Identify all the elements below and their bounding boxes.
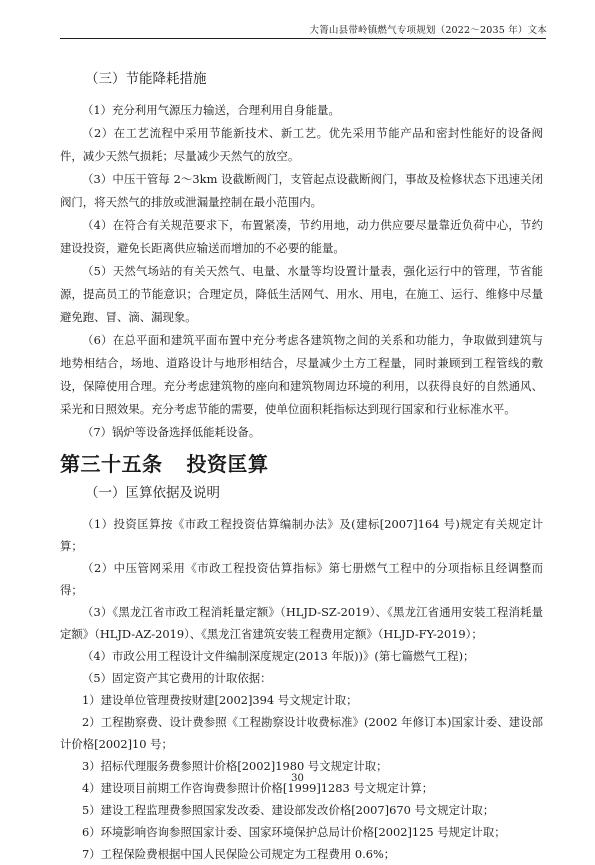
page-number: 30 (291, 773, 304, 784)
paragraph-energy-6: （6）在总平面和建筑平面布置中充分考虑各建筑物之间的关系和功能力，争取做到建筑与地势相结合，场地、道路设计与地形相结合，尽量减少土方工程量，同时兼顾到工程管线的敷设，保障使用合理。充分考虑建筑物的座向和建筑物周边环境的利用，以获得良好的自然通风、采光和日照效果。充分考虑节能的需要，使单位面积耗指标达到现行国家和行业标准水平。 (60, 333, 543, 416)
paragraph-basis-4: （4）市政公用工程设计文件编制深度规定(2013 年版))》(第七篇燃气工程)； (82, 649, 475, 663)
paragraph-energy-7: （7）锅炉等设备选择低能耗设备。 (82, 425, 261, 439)
article-title: 投资匡算 (186, 452, 269, 476)
article-heading (60, 450, 543, 478)
paragraph-energy-4: （4）在符合有关规范要求下，布置紧凑，节约用地，动力供应要尽量靠近负荷中心，节约建设投资，避免长距离供应输送而增加的不必要的能量。 (60, 218, 543, 255)
list-item-fee-5: 5）建设工程监理费参照国家发改委、建设部发改价格[2007]670 号文规定计取； (82, 803, 495, 817)
paragraph-energy-5: （5）天然气场站的有关天然气、电量、水量等均设置计量表，强化运行中的管理，节省能源，提高员工的节能意识；合理定员，降低生活网气、用水、用电，在施工、运行、维修中尽量避免跑、冒、滴、漏现象。 (60, 264, 543, 324)
list-item-fee-7: 7）工程保险费根据中国人民保险公司规定为工程费用 0.6%； (82, 847, 396, 861)
paragraph-basis-5: （5）固定资产其它费用的计取依据： (82, 671, 272, 685)
list-item-fee-1: 1）建设单位管理费按财建[2002]394 号文规定计取； (82, 693, 358, 707)
paragraph-energy-1: （1）充分利用气源压力输送，合理利用自身能量。 (82, 103, 340, 117)
paragraph-energy-2: （2）在工艺流程中采用节能新技术、新工艺。优先采用节能产品和密封性能好的设备阀件，减少天然气损耗；尽量减少天然气的放空。 (60, 126, 543, 163)
paragraph-basis-1: （1）投资匡算按《市政工程投资估算编制办法》及(建标[2007]164 号)规定有关规定计算； (60, 517, 543, 553)
paragraph-basis-2: （2）中压管网采用《市政工程投资估算指标》第七册燃气工程中的分项指标且经调整而得； (60, 561, 543, 597)
article-number: 第三十五条 (60, 452, 163, 476)
list-item-fee-4: 4）建设项目前期工作咨询费参照计价格[1999]1283 号文规定计算； (82, 781, 434, 795)
list-item-fee-3: 3）招标代理服务费参照计价格[2002]1980 号文规定计取； (82, 759, 388, 773)
header-rule (60, 38, 546, 39)
section-heading-energy-saving: （三）节能降耗措施 (85, 71, 207, 87)
section-heading-basis: （一）匡算依据及说明 (85, 485, 220, 501)
running-header: 大箐山县带岭镇燃气专项规划（2022～2035 年）文本 (309, 25, 547, 36)
paragraph-basis-3: （3）《黑龙江省市政工程消耗量定额》（HLJD-SZ-2019）、《黑龙江省通用安装工程消耗量定额》（HLJD-AZ-2019）、《黑龙江省建筑安装工程费用定额》（HLJD-FY-2019）； (60, 605, 543, 641)
list-item-fee-6: 6）环境影响咨询参照国家计委、国家环境保护总局计价格[2002]125 号规定计取； (82, 825, 506, 839)
list-item-fee-2: 2）工程勘察费、设计费参照《工程勘察设计收费标准》(2002 年修订本)国家计委、建设部计价格[2002]10 号； (60, 715, 543, 751)
page-body (60, 68, 543, 865)
paragraph-energy-3: （3）中压干管每 2～3km 设截断阀门，支管起点设截断阀门，事故及检修状态下迅速关闭阀门，将天然气的排放或泄漏量控制在最小范围内。 (60, 172, 543, 209)
